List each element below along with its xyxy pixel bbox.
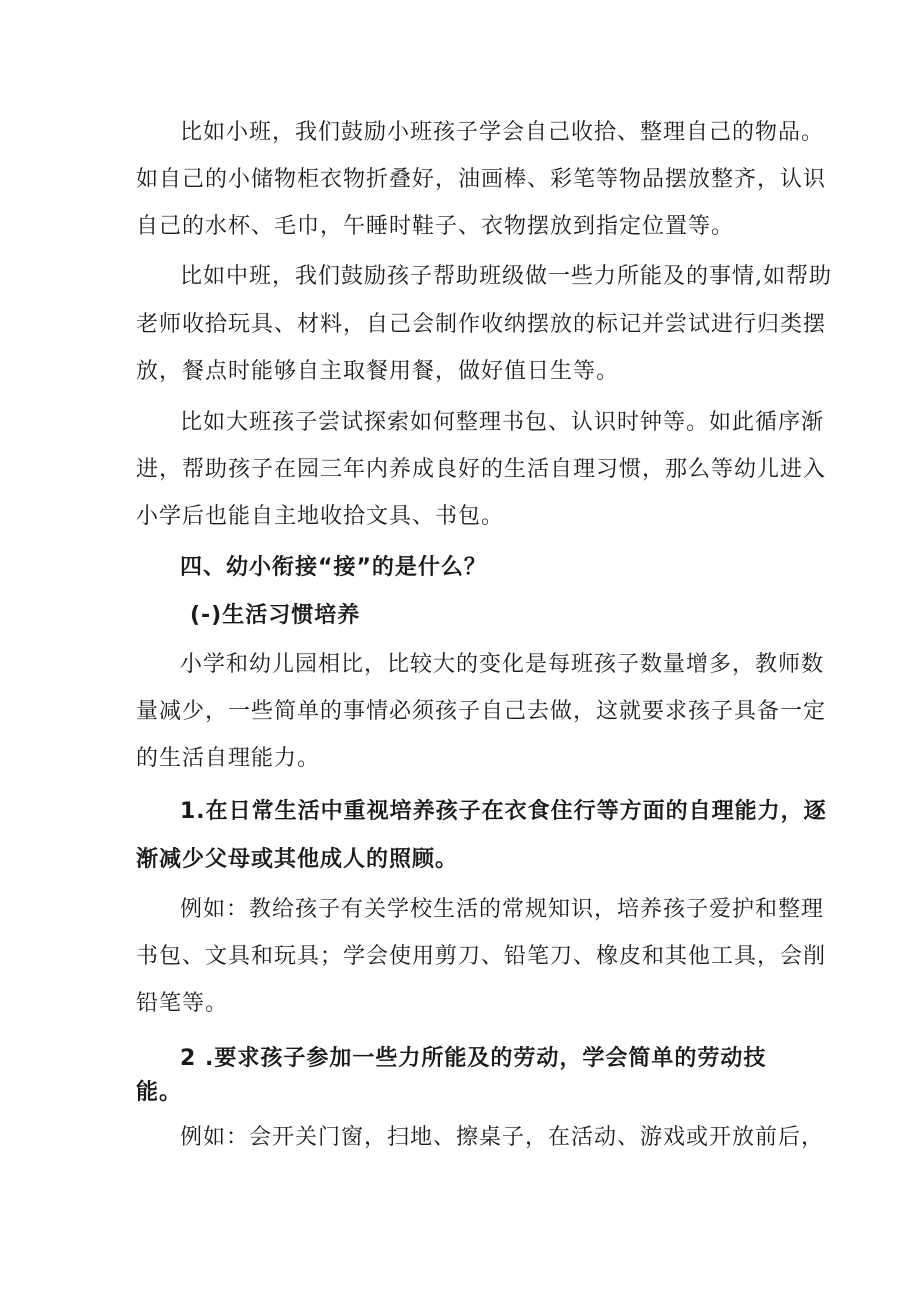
paragraph-1-line-3: 自己的水杯、毛巾，午睡时鞋子、衣物摆放到指定位置等。 (136, 214, 735, 239)
paragraph-3-line-2: 进，帮助孩子在园三年内养成良好的生活自理习惯，那么等幼儿进入 (136, 457, 827, 482)
paragraph-5-line-2: 书包、文具和玩具；学会使用剪刀、铅笔刀、橡皮和其他工具，会削 (136, 944, 827, 969)
subsection-heading-1: (-)生活习惯培养 (190, 603, 361, 628)
paragraph-4-line-1: 小学和幼儿园相比，比较大的变化是每班孩子数量增多，教师数 (180, 652, 825, 677)
section-heading-4: 四、幼小衔接“接”的是什么？ (180, 555, 487, 580)
paragraph-3-line-1: 比如大班孩子尝试探索如何整理书包、认识时钟等。如此循序渐 (180, 410, 825, 435)
paragraph-5-line-3: 铅笔等。 (136, 991, 229, 1016)
list-item-1-line-1: 1.在日常生活中重视培养孩子在衣食住行等方面的自理能力，逐 (180, 799, 827, 824)
paragraph-1-line-1: 比如小班，我们鼓励小班孩子学会自己收拾、整理自己的物品。 (180, 120, 825, 145)
paragraph-5-line-1: 例如：教给孩子有关学校生活的常规知识，培养孩子爱护和整理 (180, 897, 825, 922)
paragraph-4-line-2: 量减少，一些简单的事情必须孩子自己去做，这就要求孩子具备一定 (136, 699, 827, 724)
paragraph-2-line-1: 比如中班，我们鼓励孩子帮助班级做一些力所能及的事情,如帮助 (180, 264, 832, 289)
paragraph-2-line-2: 老师收拾玩具、材料，自己会制作收纳摆放的标记并尝试进行归类摆 (136, 312, 827, 337)
list-item-1-line-2: 渐减少父母或其他成人的照顾。 (136, 847, 459, 872)
list-item-2-line-1: 2 .要求孩子参加一些力所能及的劳动，学会简单的劳动技 (180, 1046, 767, 1071)
paragraph-6-line-1: 例如：会开关门窗，扫地、擦桌子，在活动、游戏或开放前后， (180, 1125, 825, 1150)
paragraph-1-line-2: 如自己的小储物柜衣物折叠好，油画棒、彩笔等物品摆放整齐，认识 (136, 167, 827, 192)
paragraph-2-line-3: 放，餐点时能够自主取餐用餐，做好值日生等。 (136, 359, 620, 384)
paragraph-3-line-3: 小学后也能自主地收拾文具、书包。 (136, 504, 505, 529)
paragraph-4-line-3: 的生活自理能力。 (136, 746, 321, 771)
list-item-2-line-2: 能。 (136, 1080, 183, 1105)
